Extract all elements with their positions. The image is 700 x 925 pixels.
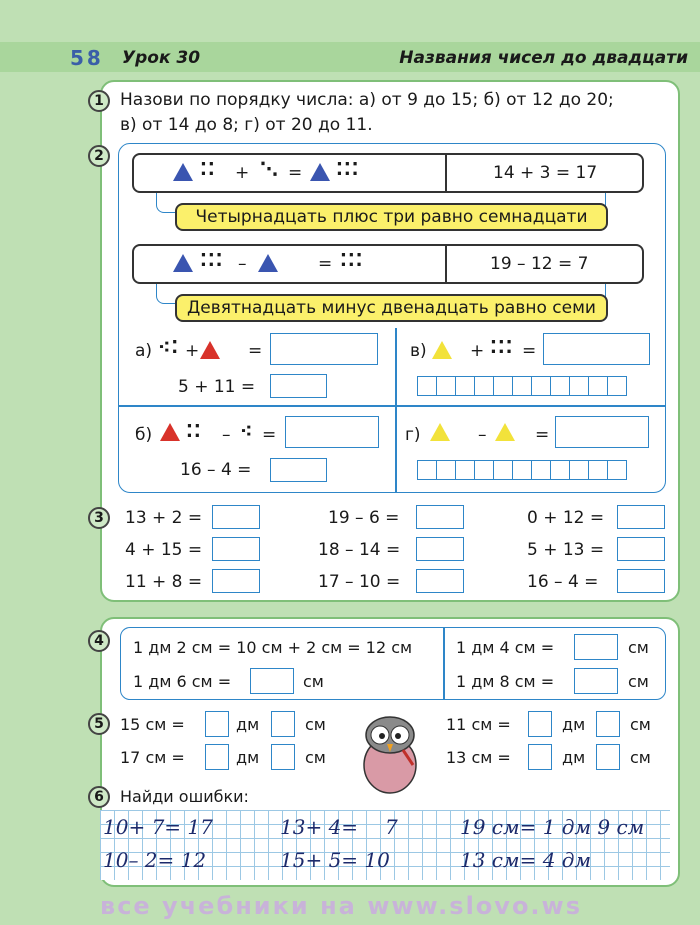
- answer-cells[interactable]: [418, 376, 627, 396]
- task3-item: 4 + 15 =: [125, 540, 203, 560]
- task3-item: 19 – 6 =: [328, 508, 400, 528]
- label-b: б): [135, 425, 153, 445]
- expr-b: 16 – 4 =: [180, 460, 252, 480]
- answer-box[interactable]: [555, 416, 649, 448]
- plus-sign: +: [185, 341, 200, 361]
- answer-box[interactable]: [528, 711, 552, 737]
- answer-box[interactable]: [271, 711, 295, 737]
- triangle-yellow-icon: [432, 341, 452, 359]
- triangle-blue-icon: [258, 254, 278, 272]
- label-v: в): [410, 341, 427, 361]
- topic-title: Названия чисел до двадцати: [399, 48, 688, 68]
- page-number: 58: [70, 46, 104, 70]
- answer-box[interactable]: [271, 744, 295, 770]
- triangle-blue-icon: [173, 254, 193, 272]
- answer-box[interactable]: [574, 634, 618, 660]
- answer-box[interactable]: [250, 668, 294, 694]
- equals-sign: =: [248, 341, 263, 361]
- task3-item: 0 + 12 =: [527, 508, 605, 528]
- task5-c: 11 см =: [446, 715, 511, 734]
- handwriting: 15+ 5= 10: [280, 848, 390, 872]
- triangle-red-icon: [160, 423, 180, 441]
- answer-box[interactable]: [617, 505, 665, 529]
- answer-box[interactable]: [270, 458, 327, 482]
- task-number-1: 1: [88, 90, 110, 112]
- task3-item: 17 – 10 =: [318, 572, 401, 592]
- minus-sign: –: [222, 425, 231, 445]
- unit-cm: см: [628, 672, 649, 691]
- task3-item: 18 – 14 =: [318, 540, 401, 560]
- v-divider: [443, 627, 445, 700]
- answer-box[interactable]: [212, 505, 260, 529]
- answer-box[interactable]: [416, 505, 464, 529]
- handwriting: 7: [385, 815, 398, 839]
- watermark: все учебники на www.slovo.ws: [100, 892, 582, 920]
- triangle-red-icon: [200, 341, 220, 359]
- task-number-2: 2: [88, 145, 110, 167]
- dots-icon: ⁚⁚⁚: [490, 337, 514, 358]
- answer-box[interactable]: [205, 711, 229, 737]
- answer-box[interactable]: [574, 668, 618, 694]
- dots-icon: ⁚⁚⁚: [200, 250, 224, 271]
- unit-cm: см: [630, 715, 651, 734]
- dots-icon: ⁖: [240, 421, 254, 442]
- unit-cm: см: [305, 715, 326, 734]
- task-number-5: 5: [88, 713, 110, 735]
- equals-sign: =: [535, 425, 550, 445]
- dots-icon: ⁚⁚: [186, 421, 202, 442]
- example1-words: Четырнадцать плюс три равно семнадцати: [175, 203, 608, 231]
- task-number-6: 6: [88, 786, 110, 808]
- answer-box[interactable]: [212, 569, 260, 593]
- task4-right2: 1 дм 8 см =: [456, 672, 555, 691]
- minus-sign: –: [238, 254, 247, 274]
- answer-box[interactable]: [270, 333, 378, 365]
- answer-box[interactable]: [596, 711, 620, 737]
- unit-dm: дм: [562, 748, 586, 767]
- task5-d: 13 см =: [446, 748, 511, 767]
- dots-icon: ⁚⁚⁚: [336, 159, 360, 180]
- task4-left2: 1 дм 6 см =: [133, 672, 232, 691]
- answer-box[interactable]: [528, 744, 552, 770]
- expr-a: 5 + 11 =: [178, 377, 256, 397]
- label-a: а): [135, 341, 153, 361]
- task5-b: 17 см =: [120, 748, 185, 767]
- task-number-3: 3: [88, 507, 110, 529]
- task3-item: 11 + 8 =: [125, 572, 203, 592]
- task1-line2: в) от 14 до 8; г) от 20 до 11.: [120, 115, 373, 135]
- example1-result: 14 + 3 = 17: [493, 163, 598, 183]
- handwriting: 19 см= 1 дм 9 см: [460, 815, 645, 839]
- task3-item: 16 – 4 =: [527, 572, 599, 592]
- task3-item: 5 + 13 =: [527, 540, 605, 560]
- answer-box[interactable]: [285, 416, 379, 448]
- task5-a: 15 см =: [120, 715, 185, 734]
- answer-box[interactable]: [596, 744, 620, 770]
- unit-dm: дм: [236, 748, 260, 767]
- divider: [445, 244, 447, 284]
- task4-right1: 1 дм 4 см =: [456, 638, 555, 657]
- answer-box[interactable]: [212, 537, 260, 561]
- equals-sign: =: [262, 425, 277, 445]
- triangle-blue-icon: [173, 163, 193, 181]
- equals-sign: =: [318, 254, 333, 274]
- h-divider: [118, 405, 666, 407]
- minus-sign: –: [478, 425, 487, 445]
- answer-box[interactable]: [416, 569, 464, 593]
- task4-left1: 1 дм 2 см = 10 см + 2 см = 12 см: [133, 638, 413, 657]
- triangle-yellow-icon: [430, 423, 450, 441]
- triangle-blue-icon: [310, 163, 330, 181]
- answer-box[interactable]: [543, 333, 650, 365]
- task6-title: Найди ошибки:: [120, 787, 249, 806]
- task3-item: 13 + 2 =: [125, 508, 203, 528]
- v-divider: [395, 328, 397, 493]
- label-g: г): [405, 425, 421, 445]
- answer-box[interactable]: [270, 374, 327, 398]
- answer-box[interactable]: [416, 537, 464, 561]
- answer-box[interactable]: [617, 569, 665, 593]
- handwriting: 10– 2= 12: [103, 848, 207, 872]
- handwriting: 13+ 4=: [280, 815, 359, 839]
- unit-cm: см: [305, 748, 326, 767]
- answer-box[interactable]: [617, 537, 665, 561]
- handwriting: 13 см= 4 дм: [460, 848, 592, 872]
- lesson-title: Урок 30: [122, 48, 201, 68]
- unit-cm: см: [630, 748, 651, 767]
- dots-icon: ⁖⁚: [158, 337, 180, 358]
- dots-icon: ⋱: [260, 159, 279, 180]
- example2-result: 19 – 12 = 7: [490, 254, 589, 274]
- dots-icon: ⁚⁚: [200, 159, 216, 180]
- example2-words: Девятнадцать минус двенадцать равно семи: [175, 294, 608, 322]
- unit-cm: см: [628, 638, 649, 657]
- triangle-yellow-icon: [495, 423, 515, 441]
- dots-icon: ⁚⁚⁚: [340, 250, 364, 271]
- handwriting: 10+ 7= 17: [103, 815, 213, 839]
- unit-dm: дм: [562, 715, 586, 734]
- divider: [445, 153, 447, 193]
- unit-dm: дм: [236, 715, 260, 734]
- plus-sign: +: [470, 341, 485, 361]
- answer-cells[interactable]: [418, 460, 627, 480]
- answer-box[interactable]: [205, 744, 229, 770]
- task1-line1: Назови по порядку числа: а) от 9 до 15; б) от 12 до 20;: [120, 90, 614, 110]
- owl-icon: [355, 710, 425, 795]
- equals-sign: =: [288, 163, 303, 183]
- plus-sign: +: [235, 163, 250, 183]
- equals-sign: =: [522, 341, 537, 361]
- task-number-4: 4: [88, 630, 110, 652]
- unit-cm: см: [303, 672, 324, 691]
